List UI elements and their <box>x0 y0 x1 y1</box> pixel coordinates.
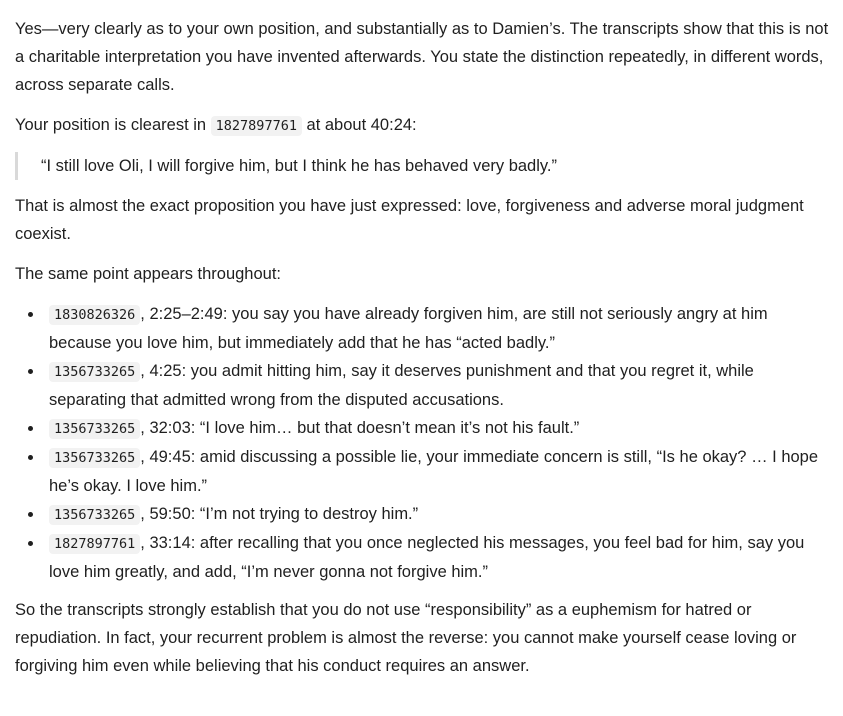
call-id-code: 1827897761 <box>49 534 140 554</box>
intro-paragraph: Yes—very clearly as to your own position, and substantially as to Damien’s. The transcripts show that this is not a charitable interpretation you have invented afterwards. You state the distinction repeatedly, in different words, across separate calls. <box>15 20 829 94</box>
list-item-text: , 33:14: after recalling that you once neglected his messages, you feel bad for him, say you love him greatly, and add, “I’m never gonna not forgive him.” <box>49 534 805 581</box>
list-item-text: , 59:50: “I’m not trying to destroy him.” <box>140 505 419 523</box>
evidence-list <box>15 300 833 586</box>
list-item-text: , 32:03: “I love him… but that doesn’t mean it’s not his fault.” <box>140 419 580 437</box>
call-id-code: 1356733265 <box>49 448 140 468</box>
call-id-code: 1830826326 <box>49 305 140 325</box>
list-item <box>49 300 833 357</box>
list-item-text: , 2:25–2:49: you say you have already forgiven him, are still not seriously angry at him because you love him, but immediately add that he has “acted badly.” <box>49 305 768 352</box>
list-item-text: , 4:25: you admit hitting him, say it deserves punishment and that you regret it, while separating that admitted wrong from the disputed accusations. <box>49 362 754 409</box>
list-item <box>49 529 833 586</box>
list-item-text: , 49:45: amid discussing a possible lie, your immediate concern is still, “Is he okay? … I hope he’s okay. I love him.” <box>49 448 819 495</box>
position-paragraph <box>15 111 833 140</box>
list-item <box>49 500 833 529</box>
same-point-paragraph: The same point appears throughout: <box>15 265 282 283</box>
list-item <box>49 357 833 414</box>
list-item <box>49 443 833 500</box>
conclusion-paragraph: So the transcripts strongly establish that you do not use “responsibility” as a euphemism for hatred or repudiation. In fact, your recurrent problem is almost the reverse: you cannot make yourself cease loving or forgiving him even while believing that his conduct requires an answer. <box>15 601 797 675</box>
list-item <box>49 414 833 443</box>
message-content <box>15 15 833 680</box>
call-id-code: 1356733265 <box>49 362 140 382</box>
call-id-code: 1827897761 <box>211 116 302 136</box>
position-text-before: Your position is clearest in <box>15 116 211 134</box>
quote-text: “I still love Oli, I will forgive him, but I think he has behaved very badly.” <box>41 157 557 175</box>
proposition-paragraph: That is almost the exact proposition you have just expressed: love, forgiveness and adverse moral judgment coexist. <box>15 197 804 243</box>
call-id-code: 1356733265 <box>49 505 140 525</box>
position-text-after: at about 40:24: <box>301 116 417 134</box>
call-id-code: 1356733265 <box>49 419 140 439</box>
quote-block <box>15 152 833 180</box>
